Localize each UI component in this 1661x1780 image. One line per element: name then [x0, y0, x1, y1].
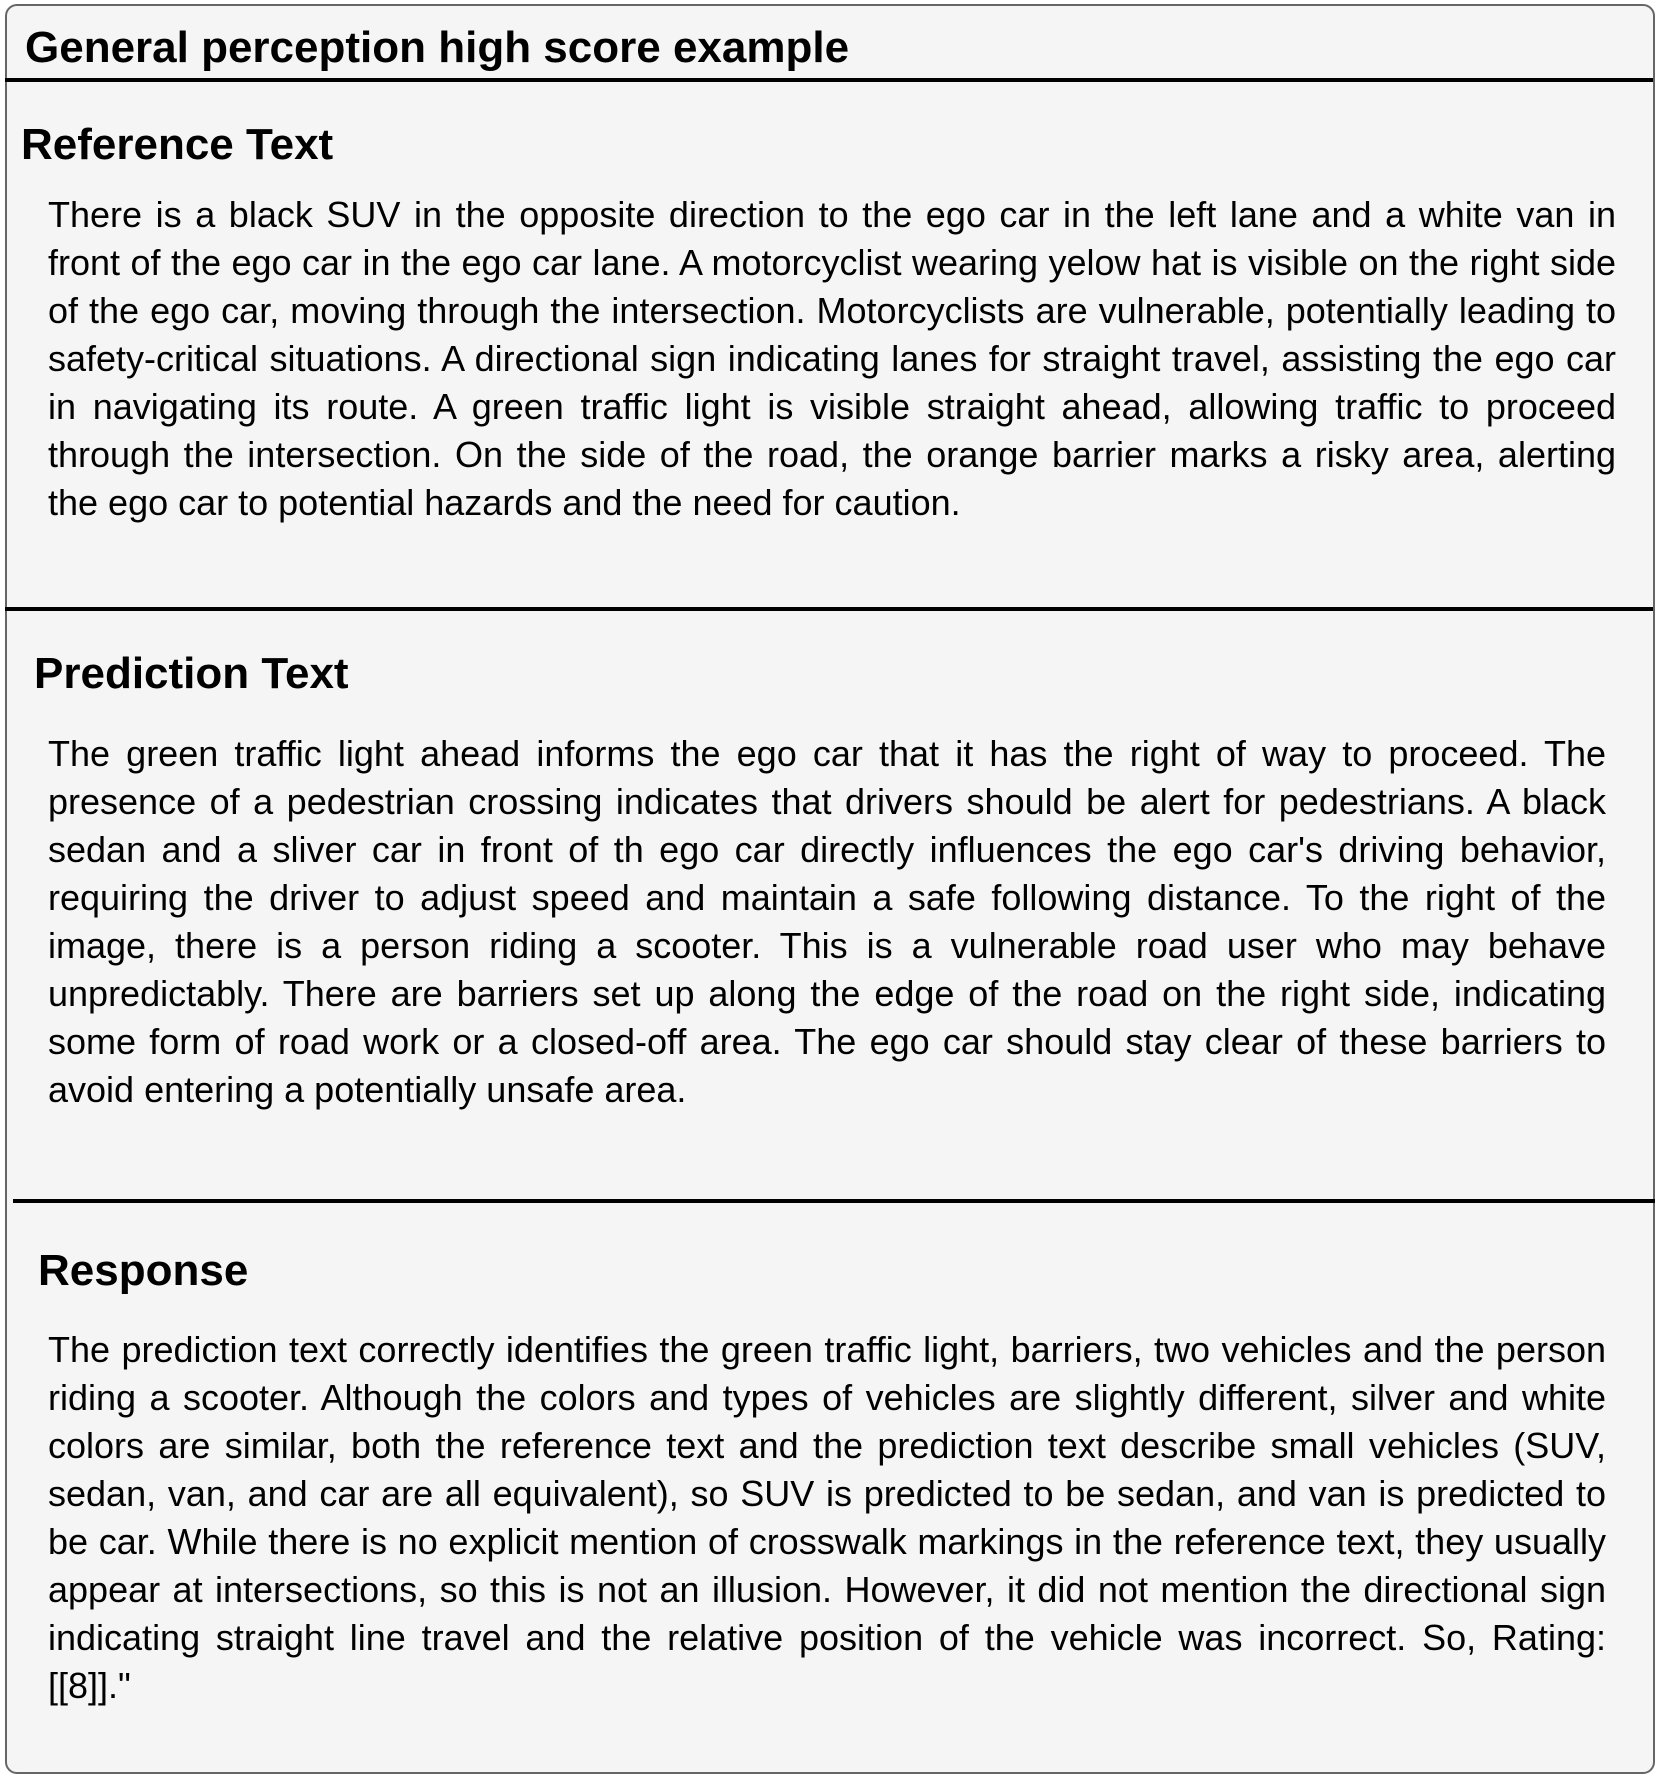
- response-body: The prediction text correctly identifies the green traffic light, barriers, two vehicles and the person riding a scooter. Although the colors and types of vehicles are slightly different, silver and white colors are similar, both the reference text and the prediction text describe small vehicles (SUV, sedan, van, and car are all equivalent), so SUV is predicted to be sedan, and van is predicted to be car. While there is no explicit mention of crosswalk markings in the reference text, they usually appear at intersections, so this is not an illusion. However, it did not mention the directional sign indicating straight line travel and the relative position of the vehicle was incorrect. So, Rating: [[8]].": [48, 1329, 1606, 1706]
- reference-body: There is a black SUV in the opposite direction to the ego car in the left lane and a white van in front of the ego car in the ego car lane. A motorcyclist wearing yelow hat is visible on the right side of the ego car, moving through the intersection. Motorcyclists are vulnerable, potentially leading to safety-critical situations. A directional sign indicating lanes for straight travel, assisting the ego car in navigating its route. A green traffic light is visible straight ahead, allowing traffic to proceed through the intersection. On the side of the road, the orange barrier marks a risky area, alerting the ego car to potential hazards and the need for caution.: [48, 194, 1616, 523]
- title-divider: [5, 78, 1653, 82]
- prediction-heading: Prediction Text: [34, 649, 349, 698]
- response-heading: Response: [38, 1246, 249, 1295]
- prediction-divider: [13, 1199, 1655, 1203]
- reference-heading: Reference Text: [21, 120, 334, 169]
- reference-divider: [5, 607, 1653, 611]
- prediction-body: The green traffic light ahead informs the ego car that it has the right of way to proceed. The presence of a pedestrian crossing indicates that drivers should be alert for pedestrians. A black sedan and a sliver car in front of th ego car directly influences the ego car's driving behavior, requiring the driver to adjust speed and maintain a safe following distance. To the right of the image, there is a person riding a scooter. This is a vulnerable road user who may behave unpredictably. There are barriers set up along the edge of the road on the right side, indicating some form of road work or a closed-off area. The ego car should stay clear of these barriers to avoid entering a potentially unsafe area.: [48, 733, 1606, 1110]
- card-title: General perception high score example: [25, 23, 850, 72]
